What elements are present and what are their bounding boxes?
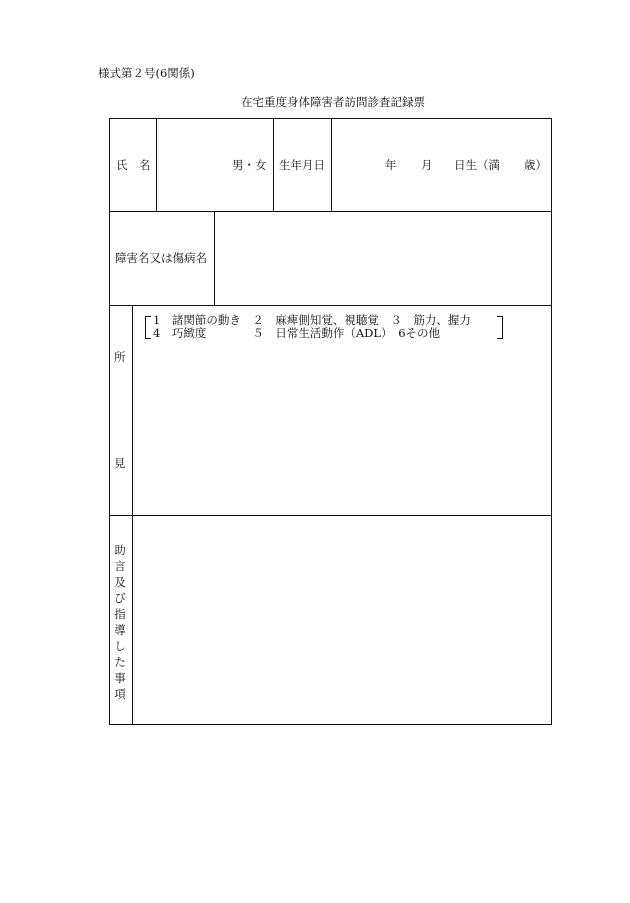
birth-day-label: 日生（満 [454,158,500,172]
col-divider [132,305,133,725]
left-bracket [145,316,151,339]
birth-date-label: 生年月日 [279,158,325,172]
disability-name-label: 障害名又は傷病名 [115,251,207,265]
col-divider [273,118,274,211]
name-label: 氏 名 [116,158,151,172]
col-divider [214,211,215,305]
col-divider [331,118,332,211]
year-label: 年 [385,158,397,172]
findings-field[interactable] [135,342,549,512]
form-number: 様式第２号(6関係) [98,66,195,80]
form-title: 在宅重度身体障害者訪問診査記録票 [241,95,425,109]
sex-label[interactable]: 男・女 [232,158,267,172]
age-unit-label: 歳） [524,158,547,172]
findings-items-line1: 1 諸関節の動き ２ 麻痺側知覚、視聴覚 ３ 筋力、握力 [153,313,471,327]
advice-label: 助 言 及 び 指 導 し た 事 項 [114,543,126,701]
row-divider [109,515,552,516]
findings-label-bottom: 見 [114,456,126,470]
disability-name-field[interactable] [216,214,549,302]
col-divider [156,118,157,211]
row-divider [109,305,552,306]
month-label: 月 [421,158,433,172]
findings-label-top: 所 [114,350,126,364]
name-field[interactable] [158,122,228,207]
right-bracket [497,316,503,339]
advice-field[interactable] [135,518,549,722]
findings-items-line2: 4 巧緻度 ５ 日常生活動作（ADL） 6その他 [153,326,441,340]
row-divider [109,211,552,212]
